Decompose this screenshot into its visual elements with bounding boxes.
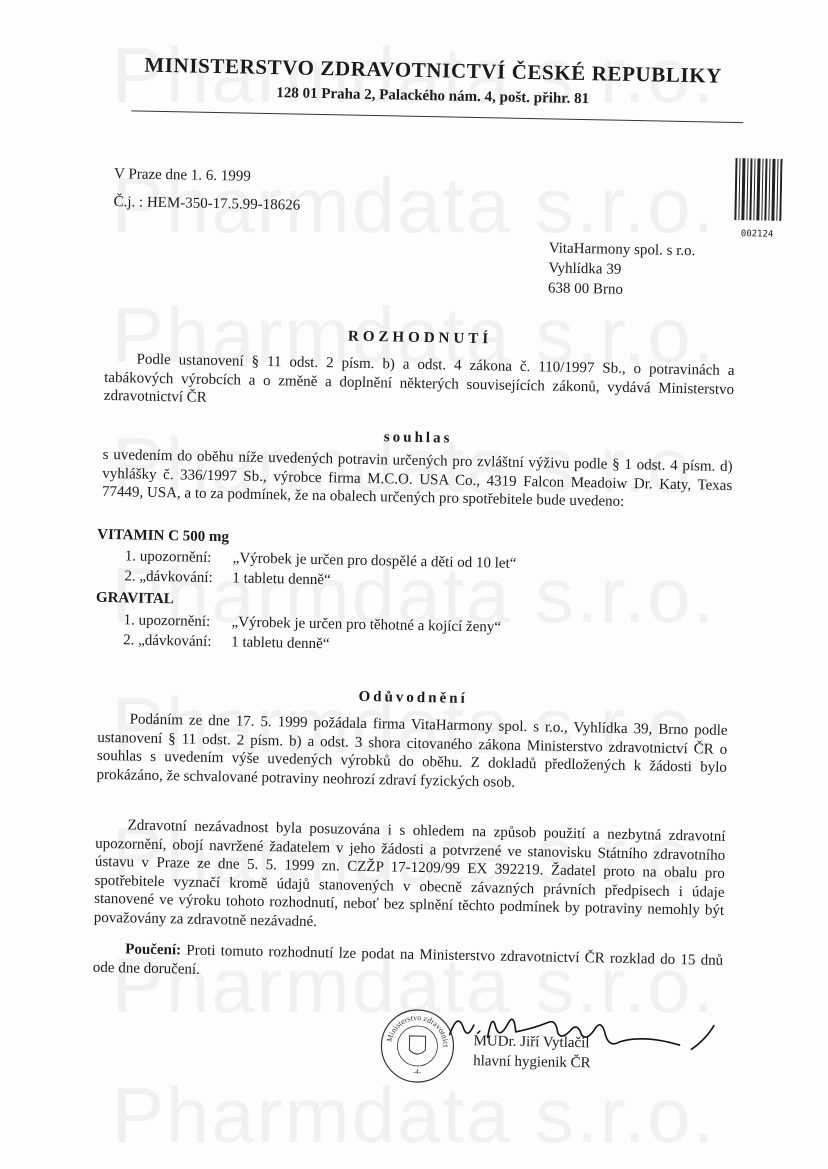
justification-paragraph: Podáním ze dne 17. 5. 1999 požádala firma VitaHarmony spol. s r.o., Vyhlídka 39, Brno podle ustanovení § 11 odst. 2 písm. b) a odst. 3 shora citovaného zákona Ministerstvo zdravotnictví ČR o souhlas s uvedením výše uvedených výrobků do oběhu. Z dokladů předložených k žádosti bylo prokázáno, že schvalované potraviny neohrozí zdraví fyzických osob. bbox=[96, 711, 728, 791]
ministry-title: MINISTERSTVO ZDRAVOTNICTVÍ ČESKÉ REPUBLIKY bbox=[144, 52, 723, 88]
product-item-value: „Výrobek je určen pro dospělé a děti od 10 let“ bbox=[232, 550, 517, 572]
barcode-number: 002124 bbox=[740, 229, 774, 240]
svg-text:Ministerstvo zdravotnictví bbox=[379, 1007, 452, 1048]
ministry-address: 128 01 Praha 2, Palackého nám. 4, pošt. přihr. 81 bbox=[276, 85, 590, 108]
justification-heading: Odůvodnění bbox=[358, 688, 468, 707]
recipient-city: 638 00 Brno bbox=[547, 280, 624, 298]
header-divider bbox=[131, 110, 743, 123]
decision-heading: ROZHODNUTÍ bbox=[347, 328, 493, 348]
consent-text: s uvedením do oběhu níže uvedených potravin určených pro zvláštní výživu podle § 1 odst. 4 písm. d) vyhlášky č. 336/1997 Sb., výrobce firma M.C.O. USA Co., 4319 Falcon Meadoiw Dr. Katy, Texas 77449, USA, a to za podmínek, že na obalech určených pro spotřebitele bude uvedeno: bbox=[101, 446, 733, 510]
decision-intro: Podle ustanovení § 11 odst. 2 písm. b) a odst. 4 zákona č. 110/1997 Sb., o potravinách a tabákových výrobcích a o změně a doplnění některých souvisejících zákonů, vydává Ministerstvo zdravotnictví ČR bbox=[103, 351, 735, 406]
stamp-number: -4- bbox=[412, 1067, 422, 1077]
product-item-label: 1. upozornění: bbox=[123, 612, 211, 630]
barcode-icon bbox=[733, 158, 782, 229]
document-date: V Praze dne 1. 6. 1999 bbox=[113, 166, 252, 185]
instruction-label: Poučení: bbox=[125, 941, 182, 959]
signatory-name: MUDr. Jiří Vytlačil bbox=[473, 1033, 590, 1052]
product-item-label: 2. „dávkování: bbox=[124, 568, 213, 587]
barcode bbox=[733, 158, 783, 239]
product-name: GRAVITAL bbox=[95, 589, 174, 608]
instruction-paragraph bbox=[93, 940, 724, 989]
product-item-value: 1 tabletu denně“ bbox=[230, 634, 330, 653]
reference-number: Č.j. : HEM-350-17.5.99-18626 bbox=[113, 194, 301, 214]
product-item-label: 2. „dávkování: bbox=[123, 632, 212, 651]
product-name: VITAMIN C 500 mg bbox=[97, 526, 230, 546]
consent-heading: souhlas bbox=[383, 429, 453, 447]
recipient-name: VitaHarmony spol. s r.o. bbox=[548, 240, 696, 260]
product-item-value: „Výrobek je určen pro těhotné a kojící ženy“ bbox=[231, 614, 502, 636]
product-item-label: 1. upozornění: bbox=[124, 548, 212, 566]
recipient-street: Vyhlídka 39 bbox=[548, 260, 622, 278]
signatory-title: hlavní hygienik ČR bbox=[473, 1053, 591, 1072]
instruction-text: Proti tomuto rozhodnutí lze podat na Ministerstvo zdravotnictví ČR rozklad do 15 dnů ode dne doručení. bbox=[92, 942, 724, 978]
stamp-text: Ministerstvo zdravotnictví bbox=[384, 1012, 451, 1048]
product-item-value: 1 tabletu denně“ bbox=[232, 570, 331, 589]
justification-paragraph: Zdravotní nezávadnost byla posuzována i s ohledem na způsob použití a nezbytná zdravotní upozornění, obojí navržené žadatelem v jeho žádosti a potvrzené ve stanovisku Státního zdravotního ústavu v Praze ze dne 5. 5. 1999 zn. CZŽP 17-1209/99 EX 392219. Žadatel proto na obalu pro spotřebitele vyznačí kromě údajů stanovených v obecně závazných právních předpisech i údaje stanovené ve výroku tohoto rozhodnutí, neboť bez splnění těchto podmínek by potraviny nemohly být považovány za zdravotně nezávadné. bbox=[93, 817, 726, 930]
